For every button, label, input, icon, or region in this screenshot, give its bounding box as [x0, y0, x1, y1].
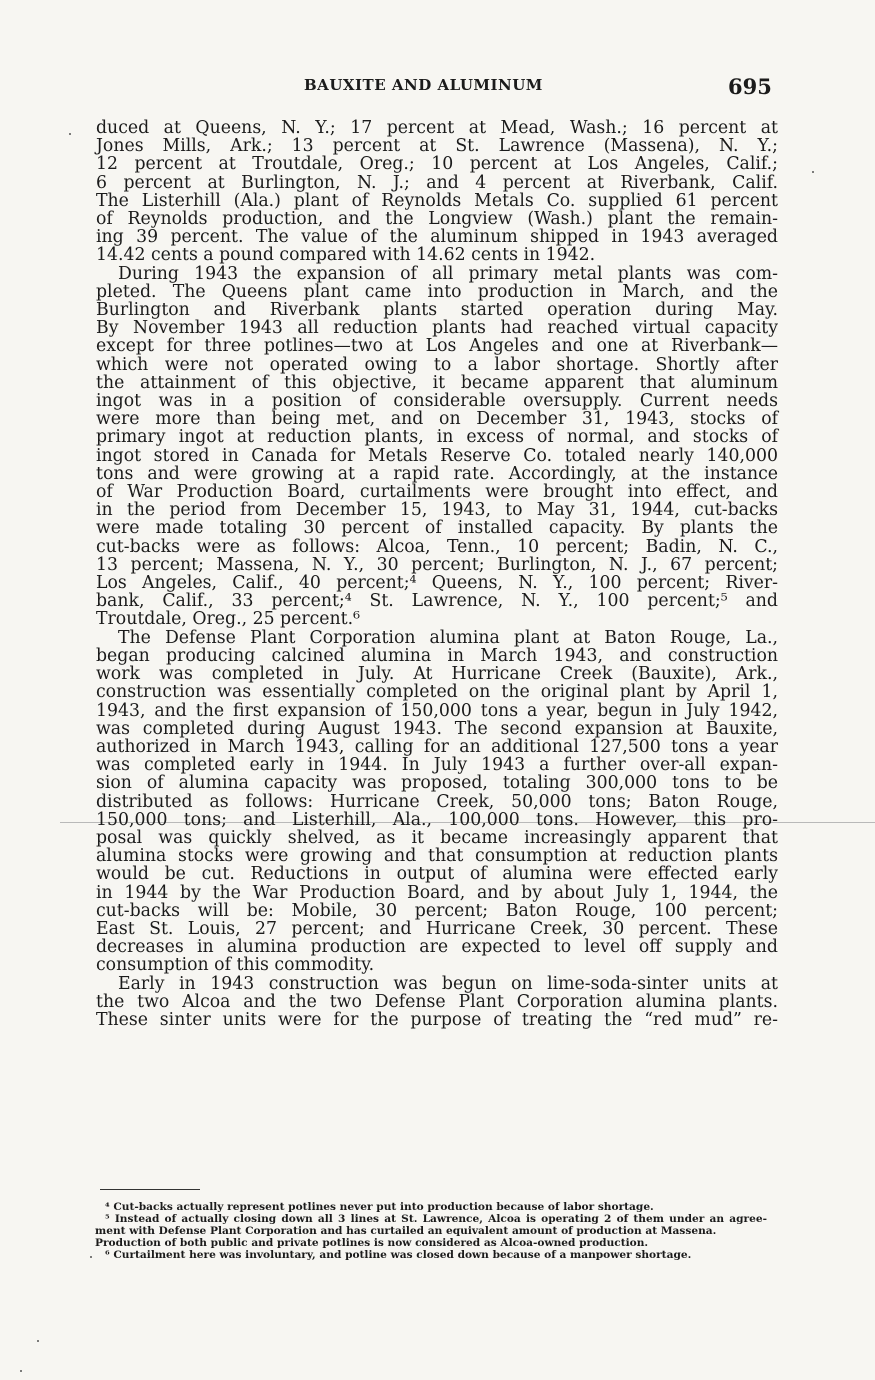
text-line: tons and were growing at a rapid rate. Accordingly, at the instance [96, 463, 778, 484]
page-number: 695 [728, 74, 772, 99]
scan-speck [812, 171, 814, 173]
scan-speck [37, 1340, 39, 1342]
text-line: of Reynolds production, and the Longview (Wash.) plant the remain- [96, 209, 778, 230]
footnote-line: ⁴ Cut-backs actually represent potlines never put into production because of labor shortage. [105, 1201, 654, 1213]
text-line: 6 percent at Burlington, N. J.; and 4 percent at Riverbank, Calif. [96, 172, 778, 193]
text-line: cut-backs will be: Mobile, 30 percent; Baton Rouge, 100 percent; [96, 900, 778, 921]
text-line: Troutdale, Oreg., 25 percent.⁶ [96, 609, 361, 630]
text-line: ingot was in a position of considerable oversupply. Current needs [96, 391, 778, 412]
text-line: Burlington and Riverbank plants started operation during May. [96, 300, 778, 321]
text-line: 12 percent at Troutdale, Oreg.; 10 percent at Los Angeles, Calif.; [96, 154, 778, 175]
text-line: in the period from December 15, 1943, to May 31, 1944, cut-backs [96, 500, 778, 521]
text-line: alumina stocks were growing and that consumption at reduction plants [96, 846, 778, 867]
text-line: 14.42 cents a pound compared with 14.62 cents in 1942. [96, 245, 596, 266]
text-line: ing 39 percent. The value of the aluminum shipped in 1943 averaged [96, 227, 778, 248]
text-line: posal was quickly shelved, as it became increasingly apparent that [96, 827, 778, 848]
text-line: 13 percent; Massena, N. Y., 30 percent; Burlington, N. J., 67 percent; [96, 554, 778, 575]
text-line: bank, Calif., 33 percent;⁴ St. Lawrence, N. Y., 100 percent;⁵ and [96, 591, 778, 612]
text-line: the attainment of this objective, it became apparent that aluminum [96, 372, 778, 393]
text-line: the two Alcoa and the two Defense Plant Corporation alumina plants. [96, 991, 778, 1012]
footnote-rule [100, 1189, 200, 1190]
text-line: began producing calcined alumina in March 1943, and construction [96, 645, 778, 666]
text-line: ingot stored in Canada for Metals Reserve Co. totaled nearly 140,000 [96, 445, 778, 466]
footnote-line: Production of both public and private potlines is now considered as Alcoa-owned production. [95, 1237, 649, 1249]
text-line: pleted. The Queens plant came into production in March, and the [96, 281, 778, 302]
footnote-line: ⁵ Instead of actually closing down all 3 lines at St. Lawrence, Alcoa is operating 2 of them under an agree- [105, 1213, 767, 1225]
footnote-line: ⁶ Curtailment here was involuntary, and potline was closed down because of a manpower shortage. [105, 1249, 692, 1261]
text-line: Jones Mills, Ark.; 13 percent at St. Lawrence (Massena), N. Y.; [96, 136, 778, 157]
text-line: work was completed in July. At Hurricane Creek (Bauxite), Ark., [96, 664, 778, 685]
text-line: Los Angeles, Calif., 40 percent;⁴ Queens, N. Y., 100 percent; River- [96, 573, 778, 594]
text-line: These sinter units were for the purpose of treating the “red mud” re- [96, 1009, 778, 1030]
text-line: were more than being met, and on December 31, 1943, stocks of [96, 409, 778, 430]
text-line: in 1944 by the War Production Board, and by about July 1, 1944, the [96, 882, 778, 903]
text-line: sion of alumina capacity was proposed, totaling 300,000 tons to be [96, 773, 778, 794]
text-line: cut-backs were as follows: Alcoa, Tenn., 10 percent; Badin, N. C., [96, 536, 778, 557]
text-line: By November 1943 all reduction plants had reached virtual capacity [96, 318, 778, 339]
scan-speck [20, 1370, 22, 1372]
footnote-line: ment with Defense Plant Corporation and has curtailed an equivalent amount of production at Massena. [95, 1225, 717, 1237]
text-line: duced at Queens, N. Y.; 17 percent at Mead, Wash.; 16 percent at [96, 118, 778, 138]
text-line: 150,000 tons; and Listerhill, Ala., 100,000 tons. However, this pro- [96, 809, 778, 830]
footnotes [95, 1201, 767, 1261]
text-line: During 1943 the expansion of all primary metal plants was com- [118, 263, 778, 284]
text-line: was completed during August 1943. The second expansion at Bauxite, [96, 718, 778, 739]
text-line: The Defense Plant Corporation alumina plant at Baton Rouge, La., [118, 627, 778, 648]
text-line: The Listerhill (Ala.) plant of Reynolds Metals Co. supplied 61 percent [96, 190, 778, 211]
text-line: would be cut. Reductions in output of alumina were effected early [96, 864, 778, 885]
text-line: consumption of this commodity. [96, 955, 375, 976]
text-line: except for three potlines—two at Los Angeles and one at Riverbank— [96, 336, 778, 357]
text-line: was completed early in 1944. In July 1943 a further over-all expan- [96, 755, 778, 776]
text-line: authorized in March 1943, calling for an additional 127,500 tons a year [96, 736, 778, 757]
scan-speck [90, 1256, 92, 1258]
text-line: construction was essentially completed on the original plant by April 1, [96, 682, 778, 703]
text-line: East St. Louis, 27 percent; and Hurricane Creek, 30 percent. These [96, 918, 778, 939]
text-line: which were not operated owing to a labor shortage. Shortly after [96, 354, 778, 375]
text-line: primary ingot at reduction plants, in excess of normal, and stocks of [96, 427, 778, 448]
text-line: 1943, and the first expansion of 150,000 tons a year, begun in July 1942, [96, 700, 778, 721]
body-text [96, 119, 778, 1029]
text-line: decreases in alumina production are expected to level off supply and [96, 937, 778, 958]
text-line: were made totaling 30 percent of installed capacity. By plants the [96, 518, 778, 539]
text-line: distributed as follows: Hurricane Creek, 50,000 tons; Baton Rouge, [96, 791, 778, 812]
running-head: BAUXITE AND ALUMINUM [304, 76, 543, 94]
text-line: Early in 1943 construction was begun on lime-soda-sinter units at [118, 973, 778, 994]
text-line: of War Production Board, curtailments were brought into effect, and [96, 482, 778, 503]
scan-speck [69, 133, 71, 135]
